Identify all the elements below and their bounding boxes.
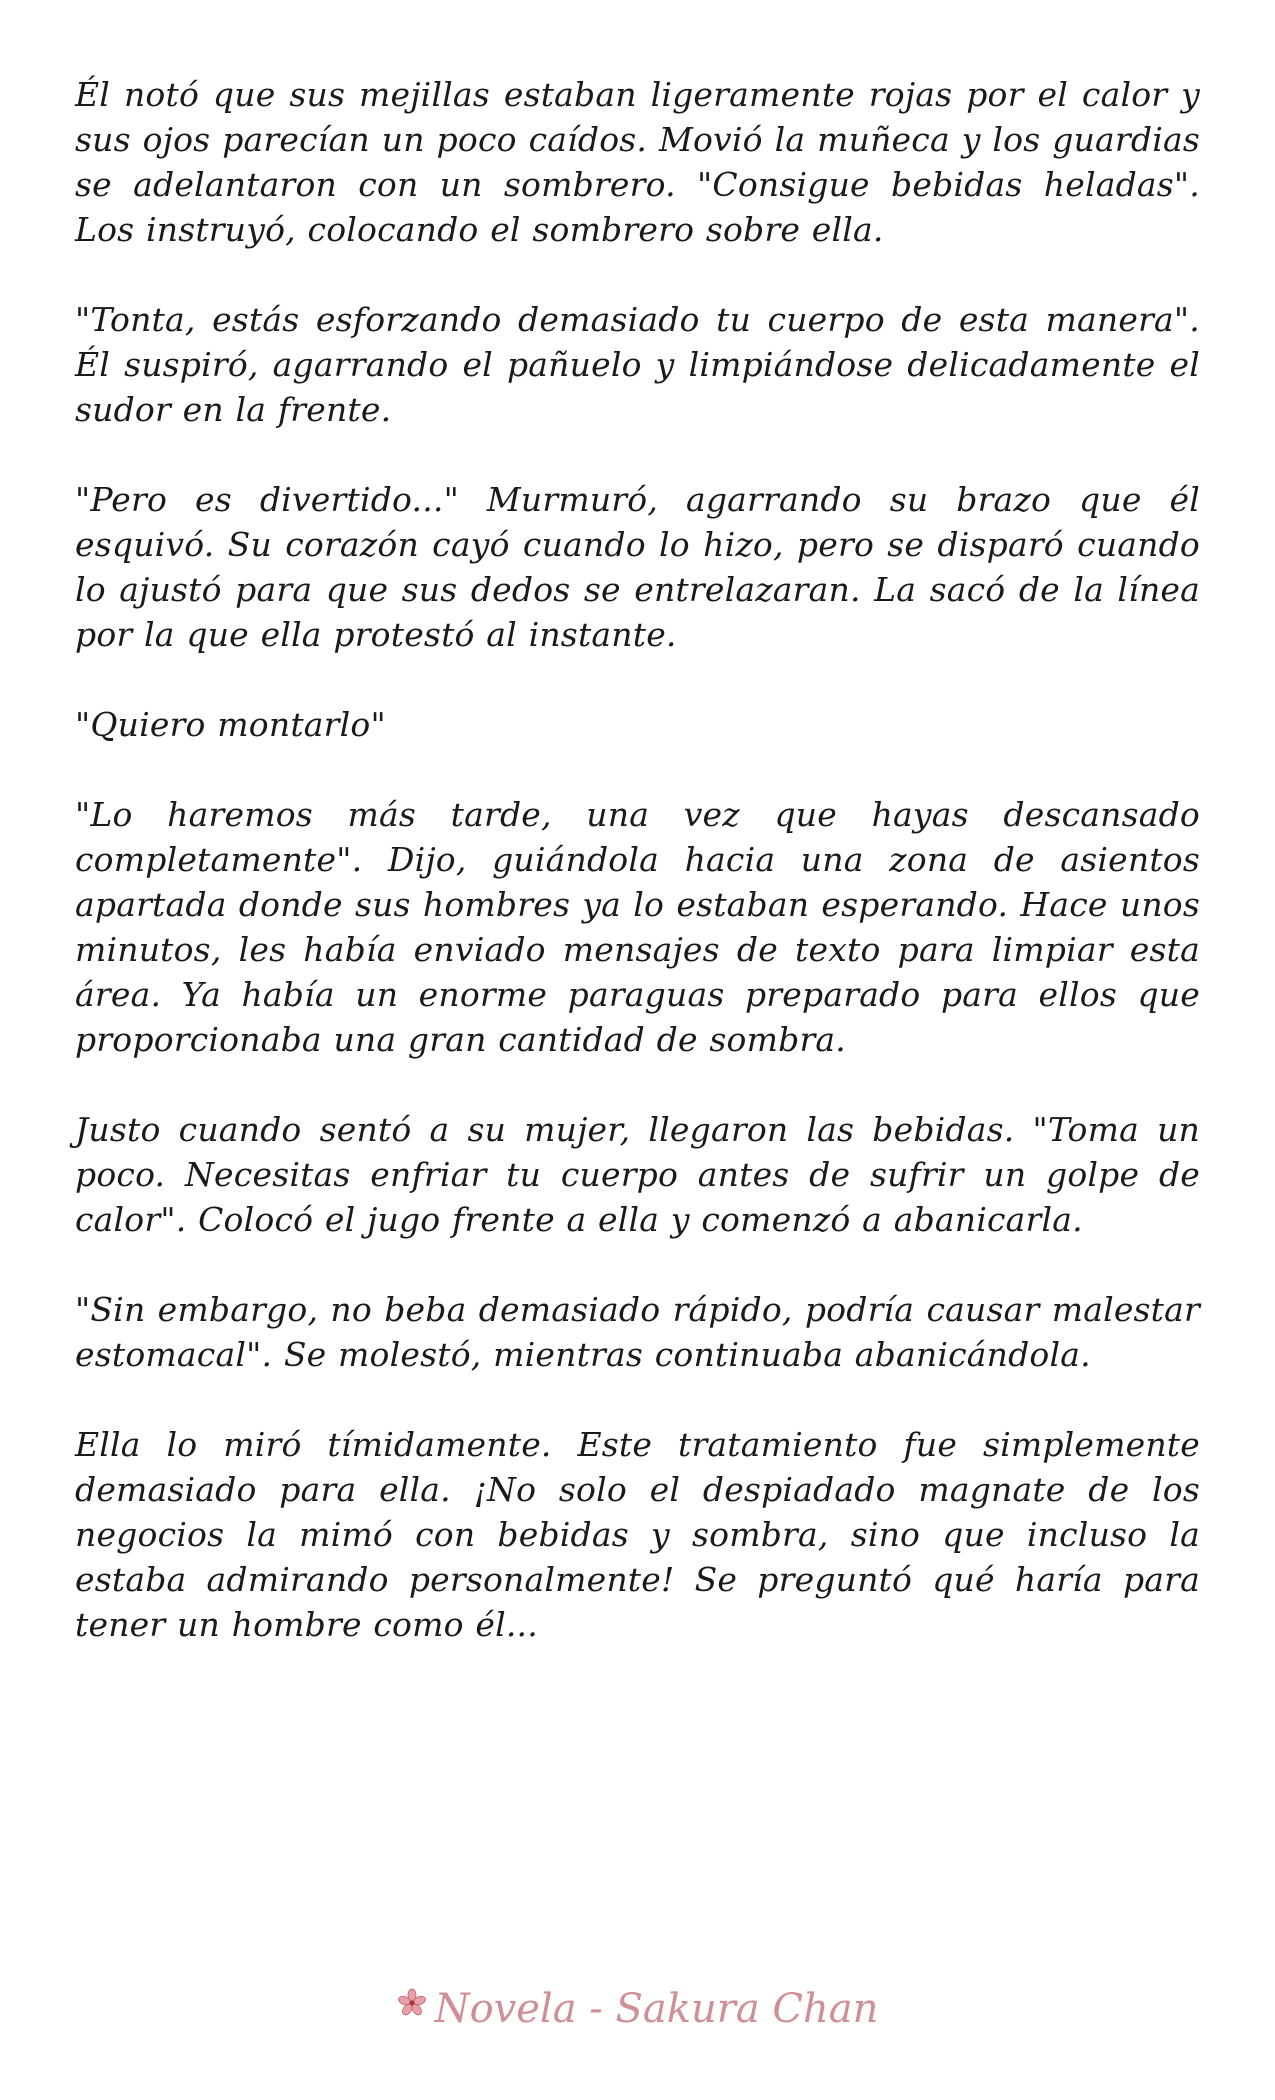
document-body — [75, 72, 1200, 1692]
paragraph-5: "Lo haremos más tarde, una vez que hayas descansado completamente". Dijo, guiándola hacia una zona de asientos apartada donde sus hombres ya lo estaban esperando. Hace unos minutos, les había enviado mensajes de texto para limpiar esta área. Ya había un enorme paraguas preparado para ellos que proporcionaba una gran cantidad de sombra. — [75, 795, 1200, 1059]
paragraph-3: "Pero es divertido..." Murmuró, agarrando su brazo que él esquivó. Su corazón cayó cuando lo hizo, pero se disparó cuando lo ajustó para que sus dedos se entrelazaran. La sacó de la línea por la que ella protestó al instante. — [75, 480, 1200, 654]
paragraph-6: Justo cuando sentó a su mujer, llegaron las bebidas. "Toma un poco. Necesitas enfriar tu cuerpo antes de sufrir un golpe de calor". Colocó el jugo frente a ella y comenzó a abanicarla. — [75, 1110, 1200, 1239]
watermark — [0, 1982, 1275, 2032]
paragraph-2: "Tonta, estás esforzando demasiado tu cuerpo de esta manera". Él suspiró, agarrando el pañuelo y limpiándose delicadamente el sudor en la frente. — [75, 300, 1200, 429]
paragraph-8: Ella lo miró tímidamente. Este tratamiento fue simplemente demasiado para ella. ¡No solo el despiadado magnate de los negocios la mimó con bebidas y sombra, sino que incluso la estaba admirando personalmente! Se preguntó qué haría para tener un hombre como él... — [75, 1425, 1200, 1644]
sakura-flower-icon — [397, 1982, 427, 2012]
watermark-text: Novela - Sakura Chan — [434, 1986, 879, 2032]
paragraph-4: "Quiero montarlo" — [75, 705, 386, 744]
paragraph-1: Él notó que sus mejillas estaban ligeramente rojas por el calor y sus ojos parecían un poco caídos. Movió la muñeca y los guardias se adelantaron con un sombrero. "Consigue bebidas heladas". Los instruyó, colocando el sombrero sobre ella. — [75, 75, 1200, 249]
paragraph-7: "Sin embargo, no beba demasiado rápido, podría causar malestar estomacal". Se molestó, mientras continuaba abanicándola. — [75, 1290, 1200, 1374]
